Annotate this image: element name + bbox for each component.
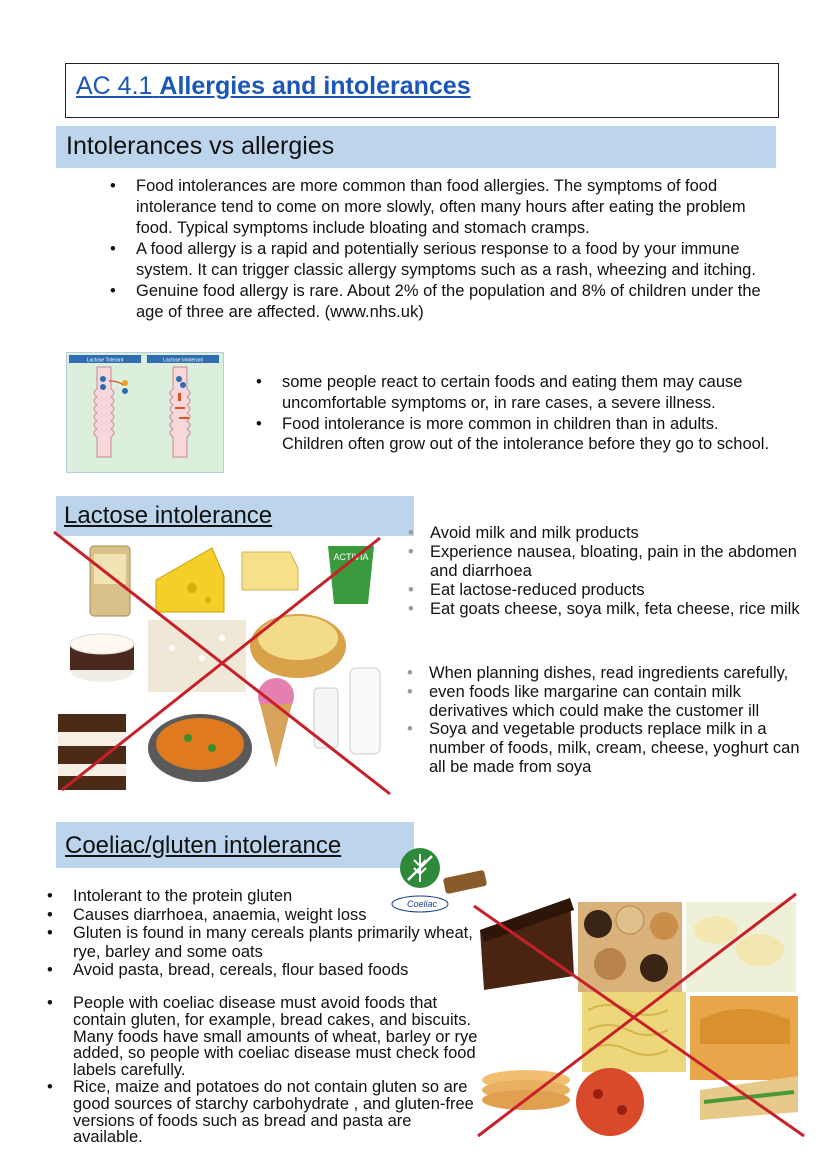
list-item: • When planning dishes, read ingredients carefully, [429,664,814,683]
section-heading-coeliac [56,822,414,868]
coeliac-facts-list [73,887,483,980]
dairy-foods-svg [52,528,392,796]
list-item: • Food intolerance is more common in children than in adults. Children often grow out of the intolerance before they go to school. [282,414,782,456]
list-item: • Genuine food allergy is rare. About 2% of the population and 8% of children under the age of three are affected. (www.nhs.uk) [136,281,776,323]
section-heading-intolerances [56,126,776,168]
title-box [65,63,779,118]
list-item: • Gluten is found in many cereals plants primarily wheat, rye, barley and some oats [73,924,483,961]
intolerance-extra-list [282,372,782,455]
title-text: Allergies and intolerances [159,72,471,100]
lactose-advice-list [430,524,815,619]
dairy-foods-crossed-image [52,528,392,796]
lactose-diagram [66,352,224,473]
list-item: • Experience nausea, bloating, pain in the abdomen and diarrhoea [430,543,815,581]
page-title [76,72,471,101]
list-item: • Causes diarrhoea, anaemia, weight loss [73,906,483,925]
section-heading-text: Intolerances vs allergies [66,132,335,160]
list-item: • Intolerant to the protein gluten [73,887,483,906]
yoghurt-label: ACTIVIA [333,552,369,562]
list-item: • Avoid milk and milk products [430,524,815,543]
gluten-foods-crossed-image [470,880,810,1140]
list-item: • People with coeliac disease must avoid foods that contain gluten, for example, bread cakes, and biscuits. Many foods have small amounts of wheat, barley or rye added, so people with coeliac disease must check food labels carefully. [73,995,483,1079]
section-heading-text: Coeliac/gluten intolerance [65,832,342,859]
intolerance-bullet-list [136,176,776,323]
list-item: • some people react to certain foods and eating them may cause uncomfortable symptoms or, in rare cases, a severe illness. [282,372,782,414]
digestive-diagram-image [67,353,223,472]
diagram-label-right: Lactose Intolerant [163,357,203,364]
gluten-foods-svg [470,880,810,1140]
list-item: • Eat goats cheese, soya milk, feta cheese, rice milk [430,600,815,619]
list-item: • Food intolerances are more common than food allergies. The symptoms of food intolerance tend to come on more slowly, often many hours after eating the problem food. Typical symptoms include bloating and stomach cramps. [136,176,776,239]
diagram-label-left: Lactose Tolerant [86,357,124,364]
coeliac-logo-text: Coeliac [406,899,438,909]
list-item: • Eat lactose-reduced products [430,581,815,600]
coeliac-advice-list [73,995,483,1146]
list-item: • even foods like margarine can contain milk derivatives which could make the customer ill [429,683,814,721]
list-item: • Rice, maize and potatoes do not contain gluten so are good sources of starchy carbohydrate , and gluten-free versions of foods such as bread and pasta are available. [73,1079,483,1146]
list-item: • Avoid pasta, bread, cereals, flour based foods [73,961,483,980]
title-code: AC 4.1 [76,72,153,100]
section-heading-text: Lactose intolerance [64,502,273,529]
list-item: • A food allergy is a rapid and potentially serious response to a food by your immune system. It can trigger classic allergy symptoms such as a rash, wheezing and itching. [136,239,776,281]
list-item: • Soya and vegetable products replace milk in a number of foods, milk, cream, cheese, yoghurt can all be made from soya [429,720,814,776]
lactose-planning-list [429,664,814,777]
